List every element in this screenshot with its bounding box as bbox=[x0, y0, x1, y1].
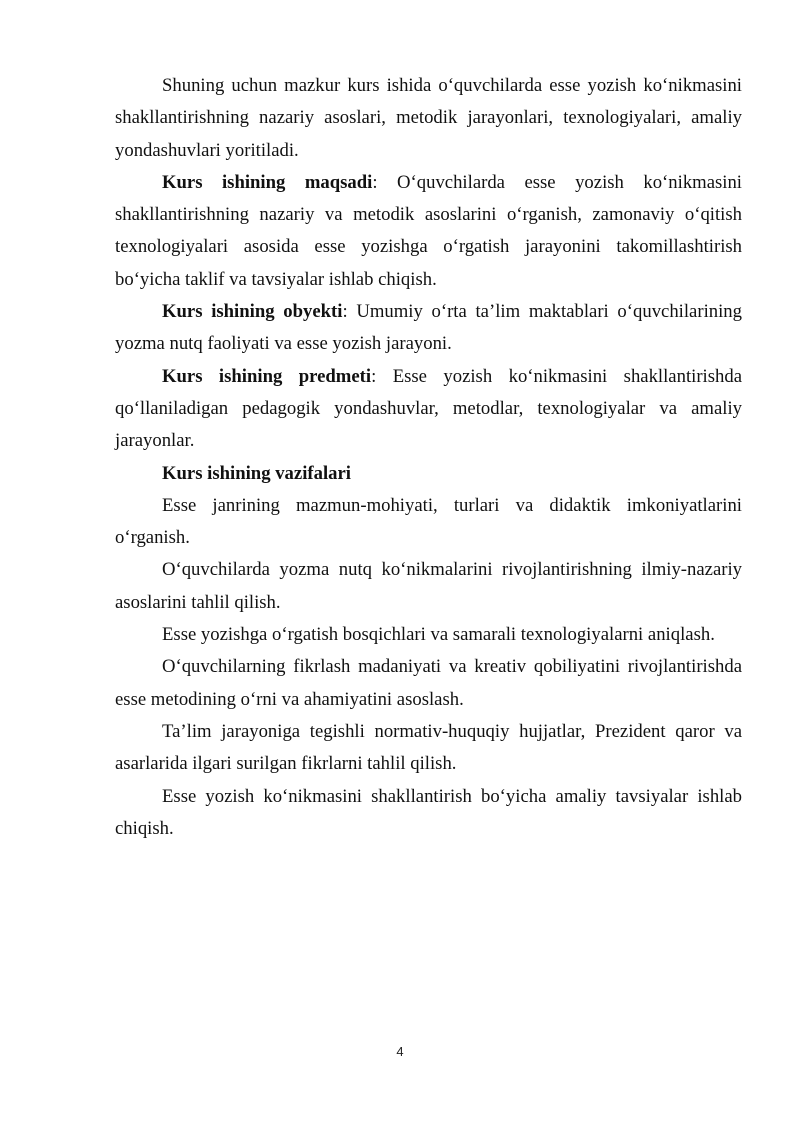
paragraph-maqsadi bbox=[115, 167, 742, 296]
paragraph-heading: Kurs ishining vazifalari bbox=[162, 462, 351, 484]
paragraph-text: Shuning uchun mazkur kurs ishida o‘quvchilarda esse yozish ko‘nikmasini shakllantirishning nazariy asoslari, metodik jarayonlari, texnologiyalari, amaliy yondashuvlari yoritiladi. bbox=[115, 75, 742, 161]
paragraph-text: : Esse yozish ko‘nikmasini shakllantirishda qo‘llaniladigan pedagogik yondashuvlar, metodlar, texnologiyalar va amaliy jarayonlar. bbox=[115, 365, 742, 452]
paragraph-task-6 bbox=[115, 781, 742, 846]
paragraph-task-4 bbox=[115, 651, 742, 716]
page-number: 4 bbox=[396, 1044, 404, 1059]
paragraph-text: Esse janrining mazmun-mohiyati, turlari va didaktik imkoniyatlarini o‘rganish. bbox=[115, 494, 742, 549]
paragraph-obyekti bbox=[115, 296, 742, 361]
paragraph-task-1 bbox=[115, 490, 742, 555]
paragraph-heading: Kurs ishining maqsadi bbox=[162, 171, 373, 193]
paragraph-text: : Umumiy o‘rta ta’lim maktablari o‘quvchilarining yozma nutq faoliyati va esse yozish jarayoni. bbox=[115, 301, 742, 355]
paragraph-text: O‘quvchilarda yozma nutq ko‘nikmalarini rivojlantirishning ilmiy-nazariy asoslarini tahlil qilish. bbox=[115, 559, 742, 613]
paragraph-intro bbox=[115, 70, 742, 167]
paragraph-text: : O‘quvchilarda esse yozish ko‘nikmasini shakllantirishning nazariy va metodik asoslarini o‘rganish, zamonaviy o‘qitish texnologiyalari asosida esse yozishga o‘rgatish jarayonini takomillashtirish bo‘yicha taklif va tavsiyalar ishlab chiqish. bbox=[115, 171, 742, 290]
paragraph-text: Esse yozishga o‘rgatish bosqichlari va samarali texnologiyalarni aniqlash. bbox=[162, 624, 715, 646]
paragraph-text: Esse yozish ko‘nikmasini shakllantirish bo‘yicha amaliy tavsiyalar ishlab chiqish. bbox=[115, 785, 742, 839]
paragraph-task-3 bbox=[115, 619, 742, 651]
paragraph-text: O‘quvchilarning fikrlash madaniyati va kreativ qobiliyatini rivojlantirishda esse metodining o‘rni va ahamiyatini asoslash. bbox=[115, 656, 742, 710]
paragraph-text: Ta’lim jarayoniga tegishli normativ-huquqiy hujjatlar, Prezident qaror va asarlarida ilgari surilgan fikrlarni tahlil qilish. bbox=[115, 720, 742, 775]
paragraph-vazifalari-heading bbox=[115, 458, 742, 490]
paragraph-heading: Kurs ishining obyekti bbox=[162, 301, 343, 323]
paragraph-task-5 bbox=[115, 716, 742, 781]
document-body bbox=[115, 70, 742, 845]
paragraph-heading: Kurs ishining predmeti bbox=[162, 365, 372, 387]
paragraph-task-2 bbox=[115, 554, 742, 619]
paragraph-predmeti bbox=[115, 361, 742, 458]
